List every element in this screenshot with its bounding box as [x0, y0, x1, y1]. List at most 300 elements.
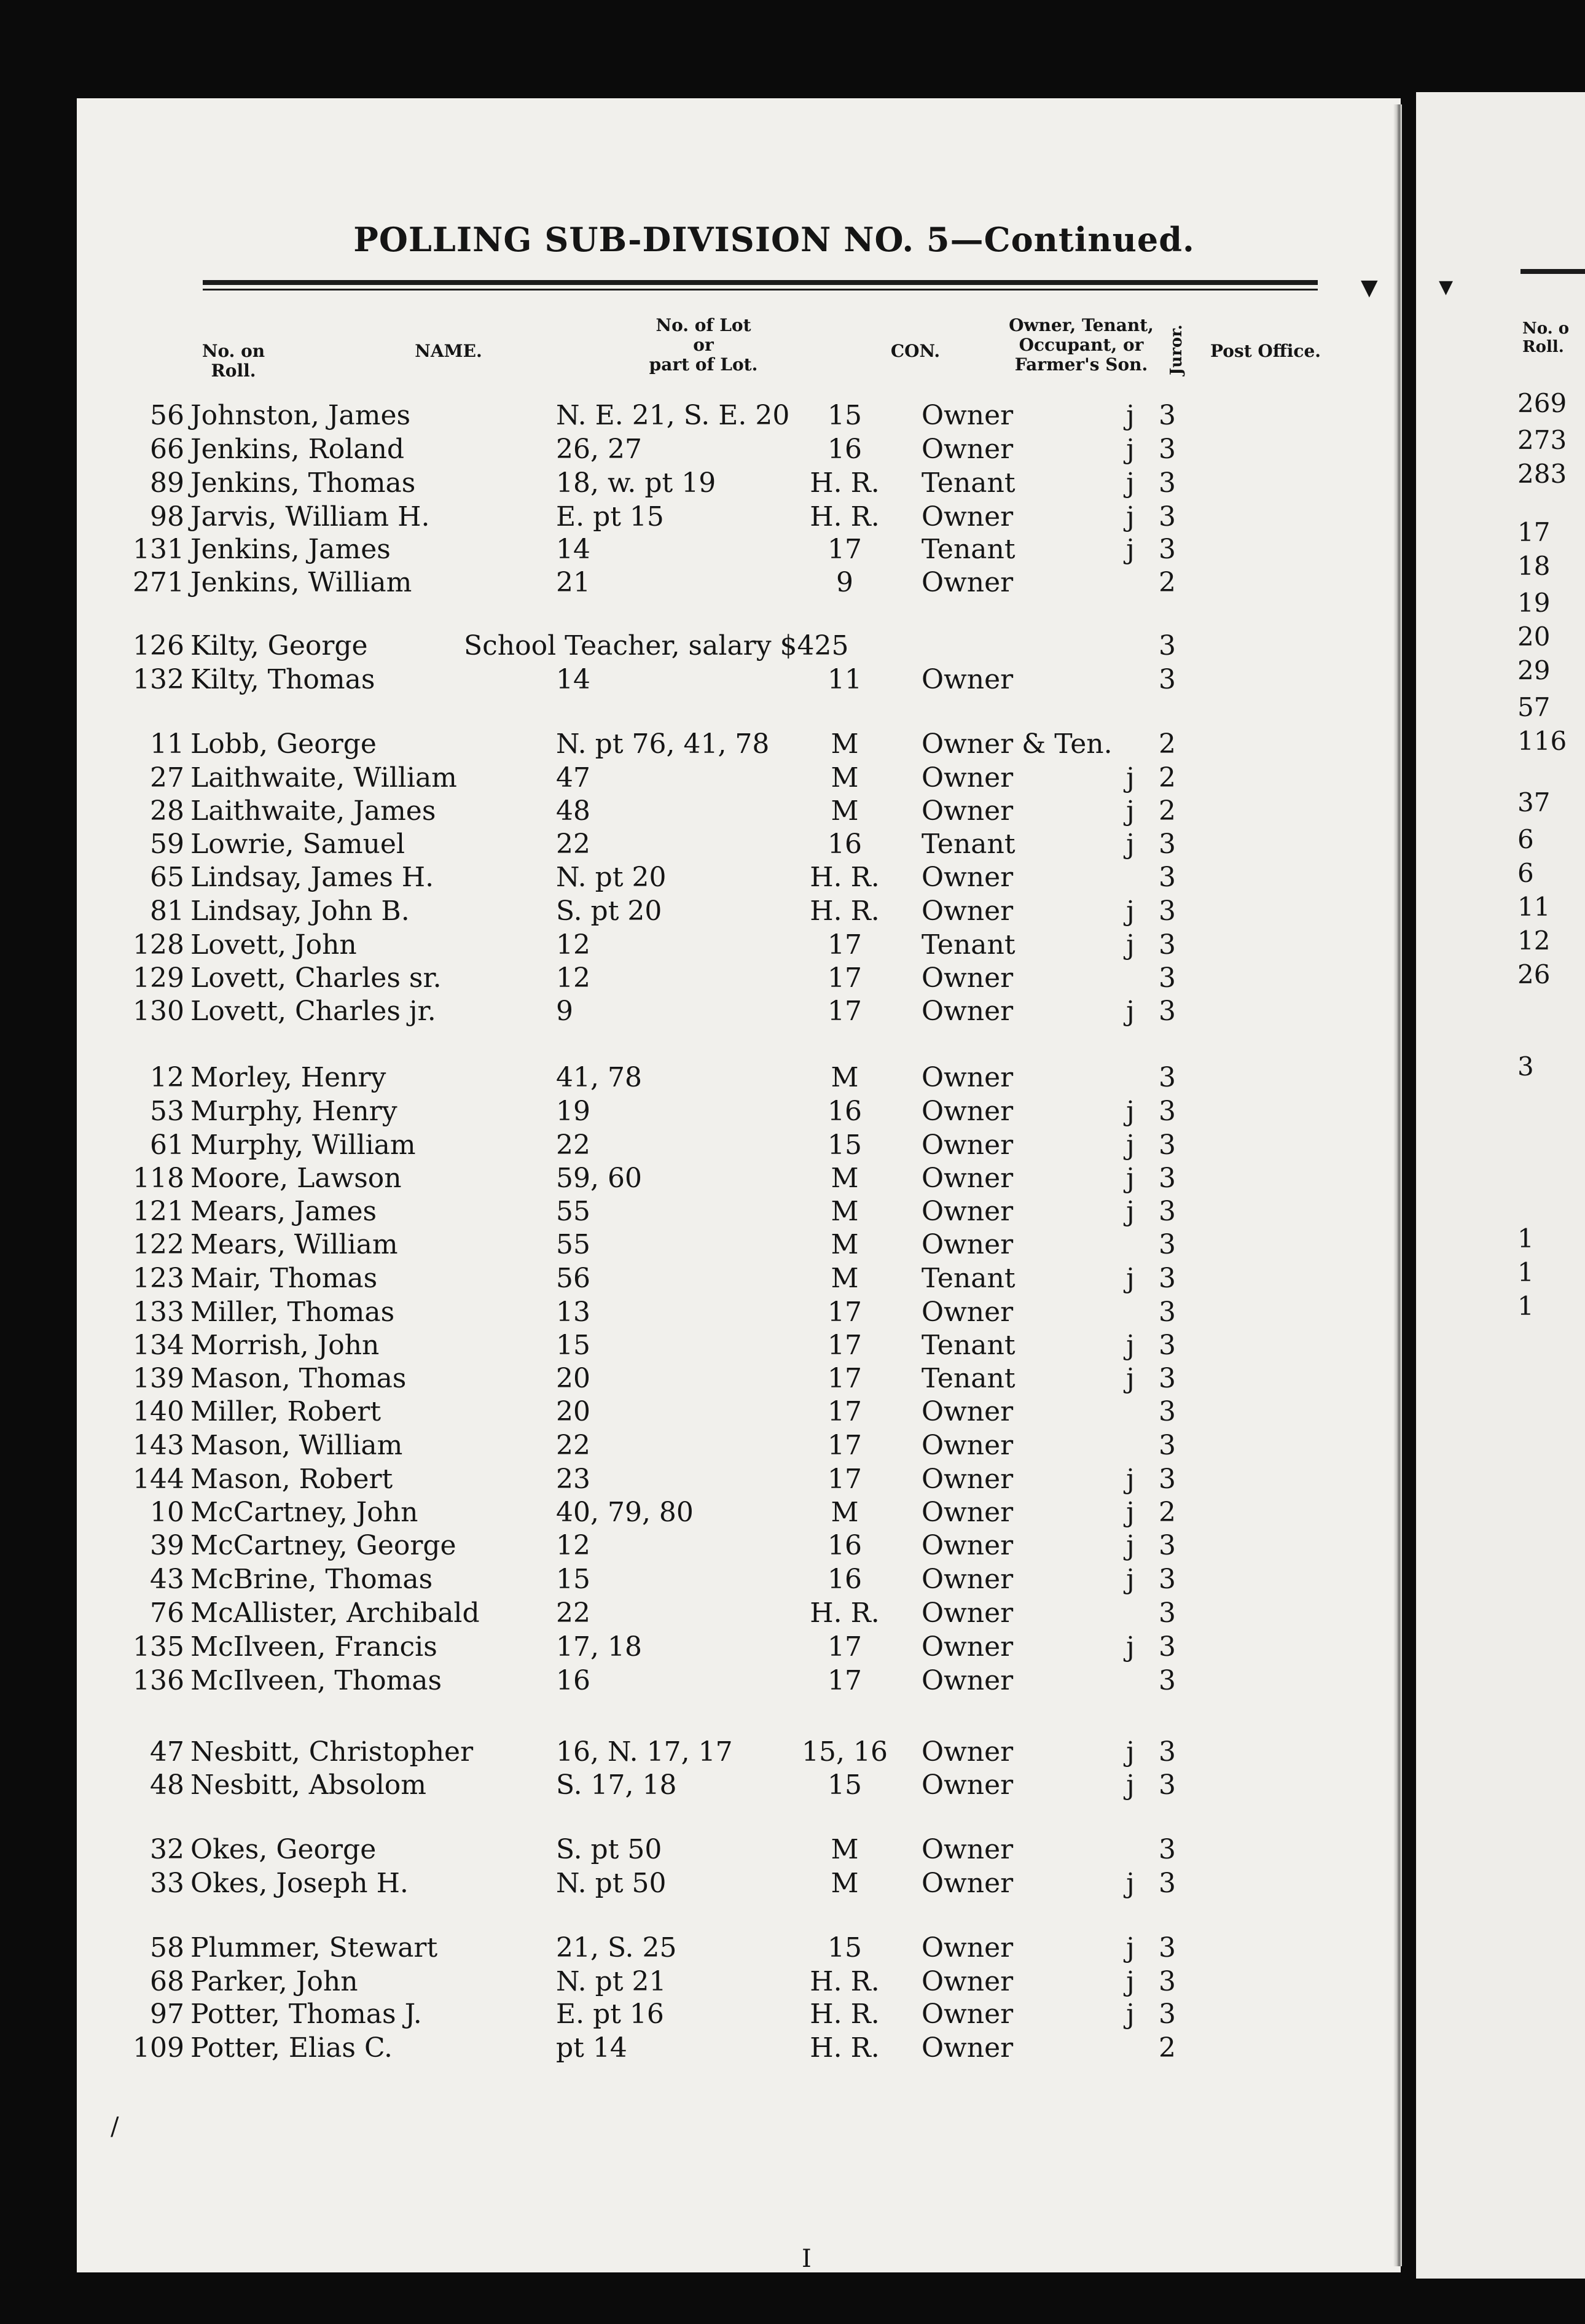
tenure: Owner	[922, 1229, 1014, 1260]
voter-name: Mason, Robert	[190, 1464, 393, 1495]
roll-number: 11	[150, 728, 184, 760]
juror-mark: j	[1126, 1631, 1135, 1663]
page-title: POLLING SUB-DIVISION NO. 5—Continued.	[353, 220, 1195, 259]
roll-number: 128	[133, 929, 184, 961]
post-office: 3	[1159, 1868, 1176, 1899]
facing-roll-number: 273	[1517, 425, 1567, 455]
roll-number: 98	[150, 501, 184, 532]
juror-mark: j	[1126, 1464, 1135, 1495]
tenure: Owner	[922, 962, 1014, 994]
juror-mark: j	[1126, 1769, 1135, 1801]
concession: M	[831, 1229, 859, 1260]
lot-number: 15	[556, 1330, 590, 1361]
post-office: 2	[1159, 795, 1176, 827]
post-office: 3	[1159, 1096, 1176, 1127]
lot-number: S. pt 20	[556, 895, 662, 927]
concession: 15	[828, 1129, 862, 1161]
post-office: 3	[1159, 1229, 1176, 1260]
concession: M	[831, 1163, 859, 1194]
concession: H. R.	[810, 1998, 880, 2030]
lot-number: S. 17, 18	[556, 1769, 677, 1801]
juror-mark: j	[1126, 795, 1135, 827]
lot-number: 20	[556, 1396, 590, 1427]
lot-number: 16	[556, 1665, 590, 1696]
tenure: Owner	[922, 895, 1014, 927]
juror-mark: j	[1126, 467, 1135, 499]
concession: 17	[828, 1464, 862, 1495]
post-office: 3	[1159, 1530, 1176, 1561]
post-office: 3	[1159, 1062, 1176, 1093]
voter-name: Morrish, John	[190, 1330, 380, 1361]
roll-number: 135	[133, 1631, 184, 1663]
concession: H. R.	[810, 2032, 880, 2064]
juror-mark: j	[1126, 434, 1135, 465]
facing-roll-number: 6	[1517, 824, 1534, 854]
occupation-note: School Teacher, salary $425	[464, 630, 849, 661]
header-roll-line1: No. on	[202, 341, 265, 361]
voter-name: Jenkins, James	[190, 534, 391, 565]
post-office: 3	[1159, 1932, 1176, 1963]
roll-number: 109	[133, 2032, 184, 2064]
roll-number: 97	[150, 1998, 184, 2030]
facing-roll-number: 57	[1517, 692, 1551, 722]
concession: M	[831, 762, 859, 794]
lot-number: 55	[556, 1196, 590, 1227]
voter-name: Jenkins, Thomas	[190, 467, 416, 499]
roll-number: 76	[150, 1597, 184, 1629]
tenure: Owner	[922, 1430, 1014, 1461]
juror-mark: j	[1126, 1163, 1135, 1194]
concession: 16	[828, 434, 862, 465]
lot-number: 17, 18	[556, 1631, 642, 1663]
tenure: Owner	[922, 1769, 1014, 1801]
lot-number: 21, S. 25	[556, 1932, 677, 1963]
concession: M	[831, 795, 859, 827]
voter-name: Potter, Thomas J.	[190, 1998, 422, 2030]
roll-number: 140	[133, 1396, 184, 1427]
voter-name: Mears, James	[190, 1196, 377, 1227]
lot-number: 20	[556, 1363, 590, 1394]
juror-mark: j	[1126, 829, 1135, 860]
juror-mark: j	[1126, 1966, 1135, 1997]
post-office: 3	[1159, 895, 1176, 927]
post-office: 3	[1159, 1129, 1176, 1161]
roll-number: 65	[150, 862, 184, 893]
lot-number: pt 14	[556, 2032, 627, 2064]
voter-name: Nesbitt, Absolom	[190, 1769, 426, 1801]
tenure: Owner	[922, 1631, 1014, 1663]
juror-mark: j	[1126, 534, 1135, 565]
ink-mark: /	[111, 2113, 119, 2141]
lot-number: 22	[556, 1430, 590, 1461]
post-office: 3	[1159, 1196, 1176, 1227]
post-office: 3	[1159, 996, 1176, 1027]
concession: H. R.	[810, 895, 880, 927]
post-office: 3	[1159, 1464, 1176, 1495]
voter-name: Lovett, Charles sr.	[190, 962, 442, 994]
post-office: 3	[1159, 1163, 1176, 1194]
tenure: Tenant	[922, 1330, 1016, 1361]
voter-name: McCartney, George	[190, 1530, 456, 1561]
roll-number: 39	[150, 1530, 184, 1561]
tenure: Owner	[922, 1665, 1014, 1696]
juror-mark: j	[1126, 1263, 1135, 1294]
lot-number: 14	[556, 664, 590, 695]
roll-number: 56	[150, 400, 184, 431]
tenure: Owner	[922, 1396, 1014, 1427]
voter-name: McIlveen, Francis	[190, 1631, 437, 1663]
post-office: 3	[1159, 1736, 1176, 1768]
roll-number: 89	[150, 467, 184, 499]
lot-number: 55	[556, 1229, 590, 1260]
concession: 15, 16	[802, 1736, 888, 1768]
voter-name: McCartney, John	[190, 1497, 418, 1528]
roll-number: 136	[133, 1665, 184, 1696]
tenure: Tenant	[922, 467, 1016, 499]
concession: 17	[828, 1297, 862, 1328]
concession: M	[831, 1868, 859, 1899]
concession: H. R.	[810, 1597, 880, 1629]
header-occ-line1: Owner, Tenant,	[1009, 315, 1154, 335]
header-roll	[197, 341, 270, 381]
lot-number: 19	[556, 1096, 590, 1127]
lot-number: 41, 78	[556, 1062, 642, 1093]
facing-roll-number: 269	[1517, 388, 1567, 418]
tenure: Tenant	[922, 929, 1016, 961]
tenure: Owner	[922, 1196, 1014, 1227]
roll-number: 48	[150, 1769, 184, 1801]
voter-name: Kilty, George	[190, 630, 368, 661]
lot-number: 12	[556, 962, 590, 994]
voter-name: Lovett, John	[190, 929, 357, 961]
header-occupation	[995, 316, 1167, 375]
post-office: 3	[1159, 1597, 1176, 1629]
concession: 16	[828, 1530, 862, 1561]
roll-number: 123	[133, 1263, 184, 1294]
post-office: 3	[1159, 862, 1176, 893]
post-office: 2	[1159, 762, 1176, 794]
voter-name: Laithwaite, James	[190, 795, 436, 827]
post-office: 3	[1159, 664, 1176, 695]
lot-number: N. E. 21, S. E. 20	[556, 400, 790, 431]
juror-mark: j	[1126, 1868, 1135, 1899]
juror-mark: j	[1126, 762, 1135, 794]
post-office: 3	[1159, 534, 1176, 565]
lot-number: 40, 79, 80	[556, 1497, 694, 1528]
voter-name: Mason, Thomas	[190, 1363, 407, 1394]
roll-number: 61	[150, 1129, 184, 1161]
tenure: Owner	[922, 400, 1014, 431]
concession: M	[831, 1497, 859, 1528]
lot-number: 56	[556, 1263, 590, 1294]
tenure: Owner	[922, 2032, 1014, 2064]
roll-number: 271	[133, 567, 184, 598]
roll-number: 66	[150, 434, 184, 465]
post-office: 3	[1159, 1834, 1176, 1865]
facing-roll-number: 29	[1517, 655, 1551, 685]
tenure: Owner	[922, 1998, 1014, 2030]
lot-number: 12	[556, 929, 590, 961]
voter-name: Johnston, James	[190, 400, 411, 431]
tenure: Owner	[922, 1096, 1014, 1127]
tenure: Owner	[922, 1129, 1014, 1161]
juror-mark: j	[1126, 1196, 1135, 1227]
tenure: Owner	[922, 434, 1014, 465]
facing-roll-number: 116	[1517, 726, 1567, 756]
roll-number: 81	[150, 895, 184, 927]
facing-roll-number: 1	[1517, 1257, 1534, 1287]
juror-mark: j	[1126, 996, 1135, 1027]
concession: M	[831, 1196, 859, 1227]
concession: 16	[828, 829, 862, 860]
lot-number: 21	[556, 567, 590, 598]
header-lot-line1: No. of Lot	[656, 315, 751, 335]
tenure: Owner	[922, 996, 1014, 1027]
voter-name: Lowrie, Samuel	[190, 829, 405, 860]
voter-name: Okes, George	[190, 1834, 377, 1865]
lot-number: 22	[556, 1129, 590, 1161]
tenure: Tenant	[922, 1363, 1016, 1394]
voter-name: Parker, John	[190, 1966, 358, 1997]
concession: M	[831, 728, 859, 760]
page-fold	[1393, 104, 1402, 2266]
concession: 17	[828, 1363, 862, 1394]
roll-number: 27	[150, 762, 184, 794]
post-office: 3	[1159, 434, 1176, 465]
facing-roll-number: 6	[1517, 858, 1534, 888]
concession: 17	[828, 1330, 862, 1361]
lot-number: 48	[556, 795, 590, 827]
concession: 15	[828, 400, 862, 431]
lot-number: 13	[556, 1297, 590, 1328]
roll-number: 144	[133, 1464, 184, 1495]
voter-name: Jenkins, William	[190, 567, 412, 598]
roll-number: 68	[150, 1966, 184, 1997]
concession: H. R.	[810, 862, 880, 893]
voter-name: McIlveen, Thomas	[190, 1665, 442, 1696]
post-office: 3	[1159, 1631, 1176, 1663]
tenure: Tenant	[922, 534, 1016, 565]
header-occ-line2: Occupant, or	[1019, 335, 1144, 355]
concession: 17	[828, 962, 862, 994]
pointer-mark-right: ▼	[1439, 276, 1454, 298]
roll-number: 126	[133, 630, 184, 661]
roll-number: 47	[150, 1736, 184, 1768]
tenure: Owner	[922, 664, 1014, 695]
roll-number: 53	[150, 1096, 184, 1127]
header-post-office: Post Office.	[1210, 341, 1321, 361]
header-con: CON.	[890, 341, 941, 361]
tenure: Owner	[922, 1597, 1014, 1629]
facing-header-line2: Roll.	[1522, 338, 1564, 356]
lot-number: 23	[556, 1464, 590, 1495]
tenure: Owner	[922, 567, 1014, 598]
facing-roll-number: 283	[1517, 459, 1567, 489]
post-office: 3	[1159, 467, 1176, 499]
voter-name: Jarvis, William H.	[190, 501, 430, 532]
juror-mark: j	[1126, 1129, 1135, 1161]
lot-number: 22	[556, 1597, 590, 1629]
juror-mark: j	[1126, 1530, 1135, 1561]
voter-name: Lobb, George	[190, 728, 377, 760]
roll-number: 12	[150, 1062, 184, 1093]
roll-number: 121	[133, 1196, 184, 1227]
facing-title-rule	[1520, 269, 1585, 274]
tenure: Owner	[922, 762, 1014, 794]
facing-header	[1522, 319, 1569, 356]
post-office: 3	[1159, 1263, 1176, 1294]
voter-name: Mason, William	[190, 1430, 403, 1461]
post-office: 3	[1159, 1363, 1176, 1394]
tenure: Owner	[922, 501, 1014, 532]
concession: H. R.	[810, 467, 880, 499]
voter-name: Murphy, William	[190, 1129, 416, 1161]
lot-number: 47	[556, 762, 590, 794]
post-office: 3	[1159, 929, 1176, 961]
post-office: 3	[1159, 400, 1176, 431]
tenure: Owner	[922, 1868, 1014, 1899]
post-office: 3	[1159, 1297, 1176, 1328]
juror-mark: j	[1126, 1564, 1135, 1595]
lot-number: N. pt 50	[556, 1868, 667, 1899]
post-office: 3	[1159, 1396, 1176, 1427]
concession: H. R.	[810, 501, 880, 532]
tenure: Tenant	[922, 829, 1016, 860]
lot-number: 59, 60	[556, 1163, 642, 1194]
header-name: NAME.	[415, 341, 482, 361]
roll-number: 134	[133, 1330, 184, 1361]
voter-name: McAllister, Archibald	[190, 1597, 480, 1629]
voter-name: Morley, Henry	[190, 1062, 386, 1093]
facing-roll-number: 20	[1517, 622, 1551, 652]
facing-header-line1: No. o	[1522, 319, 1570, 338]
tenure: Owner	[922, 1530, 1014, 1561]
facing-roll-number: 12	[1517, 926, 1551, 956]
voter-name: Miller, Thomas	[190, 1297, 395, 1328]
header-lot-line3: part of Lot.	[649, 354, 758, 375]
tenure: Owner	[922, 1163, 1014, 1194]
lot-number: S. pt 50	[556, 1834, 662, 1865]
voter-name: Nesbitt, Christopher	[190, 1736, 474, 1768]
voter-name: Miller, Robert	[190, 1396, 382, 1427]
concession: 17	[828, 1396, 862, 1427]
voter-name: Laithwaite, William	[190, 762, 457, 794]
post-office: 2	[1159, 728, 1176, 760]
lot-number: 22	[556, 829, 590, 860]
tenure: Owner	[922, 1834, 1014, 1865]
facing-roll-number: 26	[1517, 959, 1551, 989]
voter-name: Plummer, Stewart	[190, 1932, 438, 1963]
post-office: 3	[1159, 1769, 1176, 1801]
post-office: 3	[1159, 962, 1176, 994]
tenure: Owner	[922, 1736, 1014, 1768]
post-office: 2	[1159, 1497, 1176, 1528]
lot-number: 12	[556, 1530, 590, 1561]
roll-number: 28	[150, 795, 184, 827]
lot-number: 14	[556, 534, 590, 565]
header-juror: Juror.	[1167, 324, 1186, 376]
facing-roll-number: 19	[1517, 588, 1551, 618]
juror-mark: j	[1126, 1736, 1135, 1768]
roll-number: 133	[133, 1297, 184, 1328]
tenure: Tenant	[922, 1263, 1016, 1294]
facing-roll-number: 18	[1517, 551, 1551, 581]
lot-number: E. pt 16	[556, 1998, 664, 2030]
tenure: Owner	[922, 795, 1014, 827]
voter-name: Jenkins, Roland	[190, 434, 405, 465]
concession: 17	[828, 996, 862, 1027]
roll-number: 131	[133, 534, 184, 565]
post-office: 2	[1159, 2032, 1176, 2064]
tenure: Owner	[922, 1966, 1014, 1997]
voter-name: Kilty, Thomas	[190, 664, 375, 695]
juror-mark: j	[1126, 1330, 1135, 1361]
voter-name: McBrine, Thomas	[190, 1564, 433, 1595]
juror-mark: j	[1126, 400, 1135, 431]
concession: 17	[828, 929, 862, 961]
post-office: 3	[1159, 630, 1176, 661]
tenure: Owner	[922, 1564, 1014, 1595]
roll-number: 143	[133, 1430, 184, 1461]
lot-number: 26, 27	[556, 434, 642, 465]
voter-name: Potter, Elias C.	[190, 2032, 393, 2064]
lot-number: 9	[556, 996, 573, 1027]
voter-name: Lindsay, James H.	[190, 862, 434, 893]
concession: 16	[828, 1564, 862, 1595]
post-office: 3	[1159, 1330, 1176, 1361]
concession: M	[831, 1263, 859, 1294]
post-office: 3	[1159, 501, 1176, 532]
juror-mark: j	[1126, 929, 1135, 961]
post-office: 3	[1159, 1564, 1176, 1595]
facing-roll-number: 1	[1517, 1291, 1534, 1321]
roll-number: 10	[150, 1497, 184, 1528]
pointer-mark: ▼	[1361, 275, 1378, 300]
voter-name: Okes, Joseph H.	[190, 1868, 409, 1899]
roll-number: 58	[150, 1932, 184, 1963]
roll-number: 59	[150, 829, 184, 860]
tenure: Owner	[922, 862, 1014, 893]
voter-name: Mears, William	[190, 1229, 398, 1260]
header-lot-line2: or	[693, 335, 714, 355]
facing-roll-number: 37	[1517, 787, 1551, 817]
roll-number: 130	[133, 996, 184, 1027]
post-office: 3	[1159, 1966, 1176, 1997]
tenure: Owner	[922, 1062, 1014, 1093]
facing-roll-number: 3	[1517, 1051, 1534, 1082]
post-office: 3	[1159, 1665, 1176, 1696]
concession: 15	[828, 1769, 862, 1801]
post-office: 3	[1159, 1430, 1176, 1461]
concession: 17	[828, 1430, 862, 1461]
facing-roll-number: 1	[1517, 1223, 1534, 1254]
voter-name: Mair, Thomas	[190, 1263, 378, 1294]
post-office: 2	[1159, 567, 1176, 598]
post-office: 3	[1159, 1998, 1176, 2030]
lot-number: 18, w. pt 19	[556, 467, 716, 499]
concession: 11	[828, 664, 862, 695]
lot-number: N. pt 20	[556, 862, 667, 893]
juror-mark: j	[1126, 895, 1135, 927]
lot-number: E. pt 15	[556, 501, 664, 532]
juror-mark: j	[1126, 1932, 1135, 1963]
roll-number: 129	[133, 962, 184, 994]
voter-name: Murphy, Henry	[190, 1096, 397, 1127]
tenure: Owner	[922, 1497, 1014, 1528]
juror-mark: j	[1126, 501, 1135, 532]
facing-roll-number: 17	[1517, 517, 1551, 547]
juror-mark: j	[1126, 1998, 1135, 2030]
